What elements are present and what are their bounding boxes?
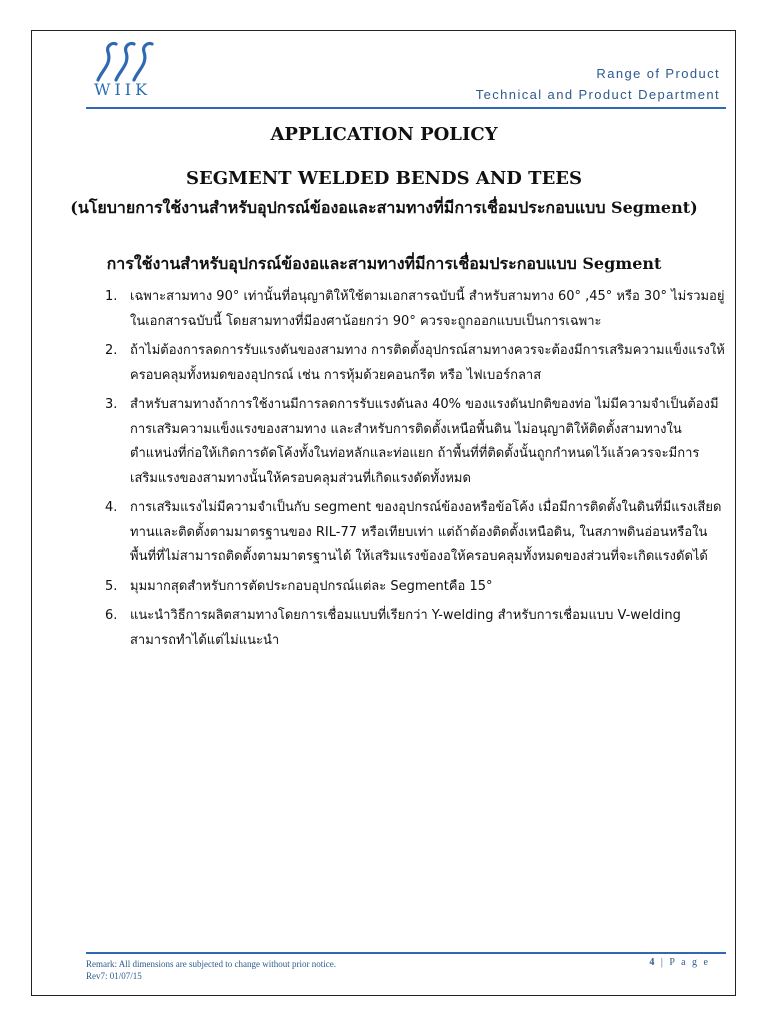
header-department: Technical and Product Department	[475, 87, 720, 102]
footer-remark	[86, 958, 336, 982]
list-number: 5.	[105, 578, 118, 594]
list-item	[86, 575, 726, 600]
sub-title: SEGMENT WELDED BENDS AND TEES	[185, 168, 583, 189]
list-item	[86, 285, 726, 334]
list-number: 6.	[105, 608, 118, 623]
page-number	[649, 957, 710, 968]
policy-list	[86, 285, 726, 658]
list-item	[86, 339, 726, 388]
logo-text: WIIK	[94, 80, 152, 99]
list-number: 2.	[105, 343, 118, 358]
list-item	[86, 604, 726, 653]
page-number-value: 4	[649, 957, 657, 968]
header-range: Range of Product	[596, 66, 720, 81]
list-number: 4.	[105, 500, 118, 515]
section-heading: การใช้งานสำหรับอุปกรณ์ข้องอและสามทางที่มีการเชื่อมประกอบแบบ Segment	[106, 254, 662, 273]
list-text: แนะนำวิธีการผลิตสามทางโดยการเชื่อมแบบที่เรียกว่า Y-welding สำหรับการเชื่อมแบบ V-welding สามารถทำได้แต่ไม่แนะนำ	[130, 608, 681, 648]
page-label: | P a g e	[660, 957, 710, 968]
header-right	[476, 63, 720, 105]
remark-text: Remark: All dimensions are subjected to change without prior notice.	[86, 959, 336, 969]
thai-sub-title: (นโยบายการใช้งานสำหรับอุปกรณ์ข้องอและสามทางที่มีการเชื่อมประกอบแบบ Segment)	[70, 198, 698, 217]
list-text: สำหรับสามทางถ้าการใช้งานมีการลดการรับแรงดันลง 40% ของแรงดันปกติของท่อ ไม่มีความจำเป็นต้องมีการเสริมความแข็งแรงของสามทาง และสำหรับการติดตั้งเหนือพื้นดิน ไม่อนุญาติให้ติดตั้งสามทางในตำแหน่งที่ก่อให้เกิดการดัดโค้งทั้งในท่อหลักและท่อแยก ถ้าพื้นที่ที่ติดตั้งนั้นถูกกำหนดไว้แล้วควรจะมีการเสริมแรงของสามทางนั้นให้ครอบคลุมส่วนที่เกิดแรงดัดทั้งหมด	[130, 397, 719, 486]
list-text: ถ้าไม่ต้องการลดการรับแรงดันของสามทาง การติดตั้งอุปกรณ์สามทางควรจะต้องมีการเสริมความแข็งแรงให้ครอบคลุมทั้งหมดของอุปกรณ์ เช่น การหุ้มด้วยคอนกรีต หรือ ไฟเบอร์กลาส	[130, 343, 725, 383]
list-item	[86, 393, 726, 491]
revision-text: Rev7: 01/07/15	[86, 971, 142, 981]
list-text: การเสริมแรงไม่มีความจำเป็นกับ segment ของอุปกรณ์ข้องอหรือข้อโค้ง เมื่อมีการติดตั้งในดินที่มีแรงเสียดทานและติดตั้งตามมาตรฐานของ RIL-77 หรือเทียบเท่า แต่ถ้าต้องติดตั้งเหนือดิน, ในสภาพดินอ่อนหรือในพื้นที่ที่ไม่สามารถติดตั้งตามมาตรฐานได้ ให้เสริมแรงข้องอให้ครอบคลุมทั้งหมดของส่วนที่จะเกิดแรงดัดได้	[130, 500, 722, 564]
main-title: APPLICATION POLICY	[270, 124, 498, 145]
list-text: เฉพาะสามทาง 90° เท่านั้นที่อนุญาติให้ใช้ตามเอกสารฉบับนี้ สำหรับสามทาง 60° ,45° หรือ 30° ไม่รวมอยู่ในเอกสารฉบับนี้ โดยสามทางที่มีองศาน้อยกว่า 90° ควรจะถูกออกแบบเป็นการเฉพาะ	[130, 289, 725, 329]
header-divider	[86, 107, 726, 109]
list-item	[86, 496, 726, 570]
list-number: 3.	[105, 397, 118, 412]
footer-divider	[86, 952, 726, 954]
list-number: 1.	[105, 289, 118, 304]
list-text: มุมมากสุดสำหรับการตัดประกอบอุปกรณ์แต่ละ Segmentคือ 15°	[130, 578, 493, 594]
